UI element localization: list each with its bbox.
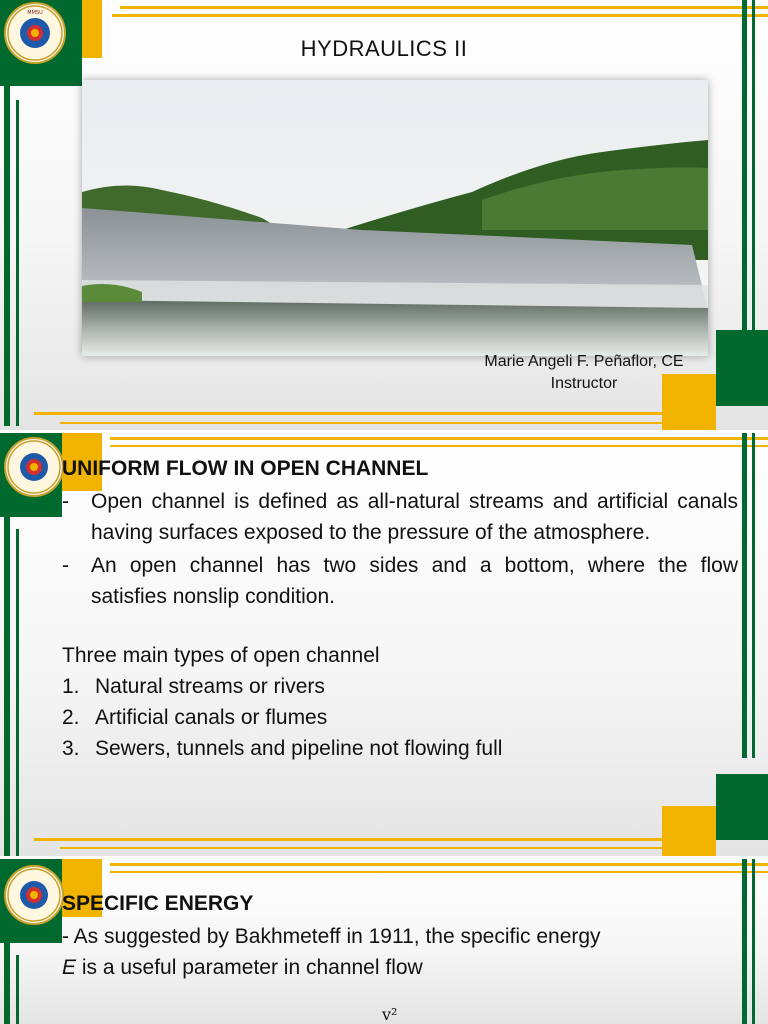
right-green-rule-2 bbox=[752, 859, 755, 1024]
bullet-item bbox=[62, 550, 738, 612]
top-yellow-rule-2 bbox=[110, 445, 768, 447]
slide-body bbox=[62, 921, 738, 983]
left-green-rule-1 bbox=[4, 86, 10, 426]
content-slide-uniform-flow bbox=[0, 433, 768, 856]
right-green-rule-1 bbox=[742, 859, 747, 1024]
right-green-rule-1 bbox=[742, 433, 747, 758]
top-yellow-rule-2 bbox=[110, 871, 768, 873]
list-text: Natural streams or rivers bbox=[95, 675, 325, 698]
list-number: 1. bbox=[62, 675, 80, 698]
slide-heading: UNIFORM FLOW IN OPEN CHANNEL bbox=[62, 457, 429, 480]
left-green-rule-1 bbox=[4, 517, 10, 856]
bullet-text: Open channel is defined as all-natural streams and artificial canals having surfaces exposed to the pressure of the atmosphere. bbox=[91, 490, 738, 544]
list-number: 3. bbox=[62, 737, 80, 760]
university-seal-logo bbox=[4, 865, 64, 925]
slide-body bbox=[62, 486, 738, 764]
bullet-marker: - bbox=[62, 554, 69, 577]
list-item bbox=[62, 671, 738, 702]
left-green-rule-1 bbox=[4, 943, 10, 1024]
list-text: Sewers, tunnels and pipeline not flowing full bbox=[95, 737, 503, 760]
left-green-rule-2 bbox=[16, 100, 19, 426]
types-intro: Three main types of open channel bbox=[62, 644, 380, 667]
bottom-yellow-rule-2 bbox=[60, 847, 662, 849]
bullet-item bbox=[62, 486, 738, 548]
right-green-rule-2 bbox=[752, 433, 755, 758]
corner-green-block bbox=[716, 774, 768, 840]
presentation-title: HYDRAULICS II bbox=[300, 36, 468, 61]
top-yellow-rule bbox=[120, 6, 768, 9]
bullet-marker: - bbox=[62, 490, 69, 513]
intro-line-2 bbox=[62, 952, 738, 983]
top-yellow-rule bbox=[110, 437, 768, 440]
bottom-yellow-rule bbox=[34, 412, 662, 415]
intro-line-2-text: is a useful parameter in channel flow bbox=[76, 956, 423, 979]
svg-text:MMSU: MMSU bbox=[27, 10, 43, 16]
author-role: Instructor bbox=[550, 375, 618, 392]
university-seal-logo bbox=[4, 437, 64, 497]
dam-spillway-photo bbox=[82, 80, 708, 356]
top-yellow-rule bbox=[110, 863, 768, 866]
left-green-rule-2 bbox=[16, 955, 19, 1024]
slide-heading: SPECIFIC ENERGY bbox=[62, 892, 254, 915]
bullet-text: An open channel has two sides and a bottom, where the flow satisfies nonslip condition. bbox=[91, 554, 738, 608]
content-slide-specific-energy bbox=[0, 859, 768, 1024]
bottom-yellow-rule-2 bbox=[60, 422, 662, 424]
formula-fragment: v² bbox=[382, 1005, 398, 1024]
list-item bbox=[62, 702, 738, 733]
list-item bbox=[62, 733, 738, 764]
top-yellow-rule-2 bbox=[112, 14, 768, 17]
list-text: Artificial canals or flumes bbox=[95, 706, 328, 729]
title-slide bbox=[0, 0, 768, 430]
energy-symbol: E bbox=[62, 956, 77, 979]
bottom-yellow-rule bbox=[34, 838, 662, 841]
list-number: 2. bbox=[62, 706, 80, 729]
intro-line: - As suggested by Bakhmeteff in 1911, the specific energy bbox=[62, 925, 601, 948]
author-name: Marie Angeli F. Peñaflor, CE bbox=[484, 353, 684, 370]
corner-yellow-block bbox=[662, 806, 716, 856]
left-green-rule-2 bbox=[16, 529, 19, 856]
